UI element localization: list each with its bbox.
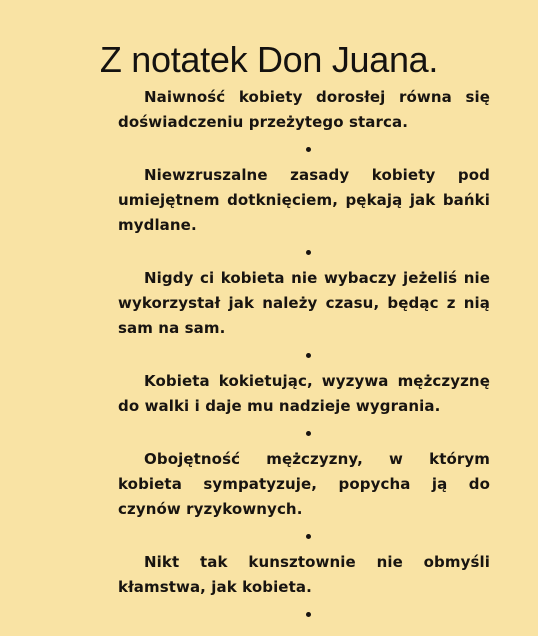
separator-dot-icon	[118, 135, 490, 163]
aphorism-2: Niewzruszalne zasady kobiety pod umiejętnem dotknięciem, pękają jak bańki mydlane.	[118, 166, 490, 234]
separator-dot-icon	[118, 238, 490, 266]
separator-dot-icon	[118, 522, 490, 550]
aphorism-3: Nigdy ci kobieta nie wybaczy jeżeliś nie wykorzystał jak należy czasu, będąc z nią sam na sam.	[118, 269, 490, 337]
aphorism-6: Nikt tak kunsztownie nie obmyśli kłamstwa, jak kobieta.	[118, 553, 490, 596]
aphorism-list	[118, 85, 490, 628]
aphorism-4: Kobieta kokietując, wyzywa mężczyznę do walki i daje mu nadzieje wygrania.	[118, 372, 490, 415]
separator-dot-icon	[118, 341, 490, 369]
page-title: Z notatek Don Juana.	[99, 39, 439, 81]
separator-dot-icon	[118, 419, 490, 447]
aphorism-1: Naiwność kobiety dorosłej równa się doświadczeniu przeżytego starca.	[118, 88, 490, 131]
separator-dot-icon	[118, 600, 490, 628]
aphorism-5: Obojętność mężczyzny, w którym kobieta sympatyzuje, popycha ją do czynów ryzykownych.	[118, 450, 490, 518]
